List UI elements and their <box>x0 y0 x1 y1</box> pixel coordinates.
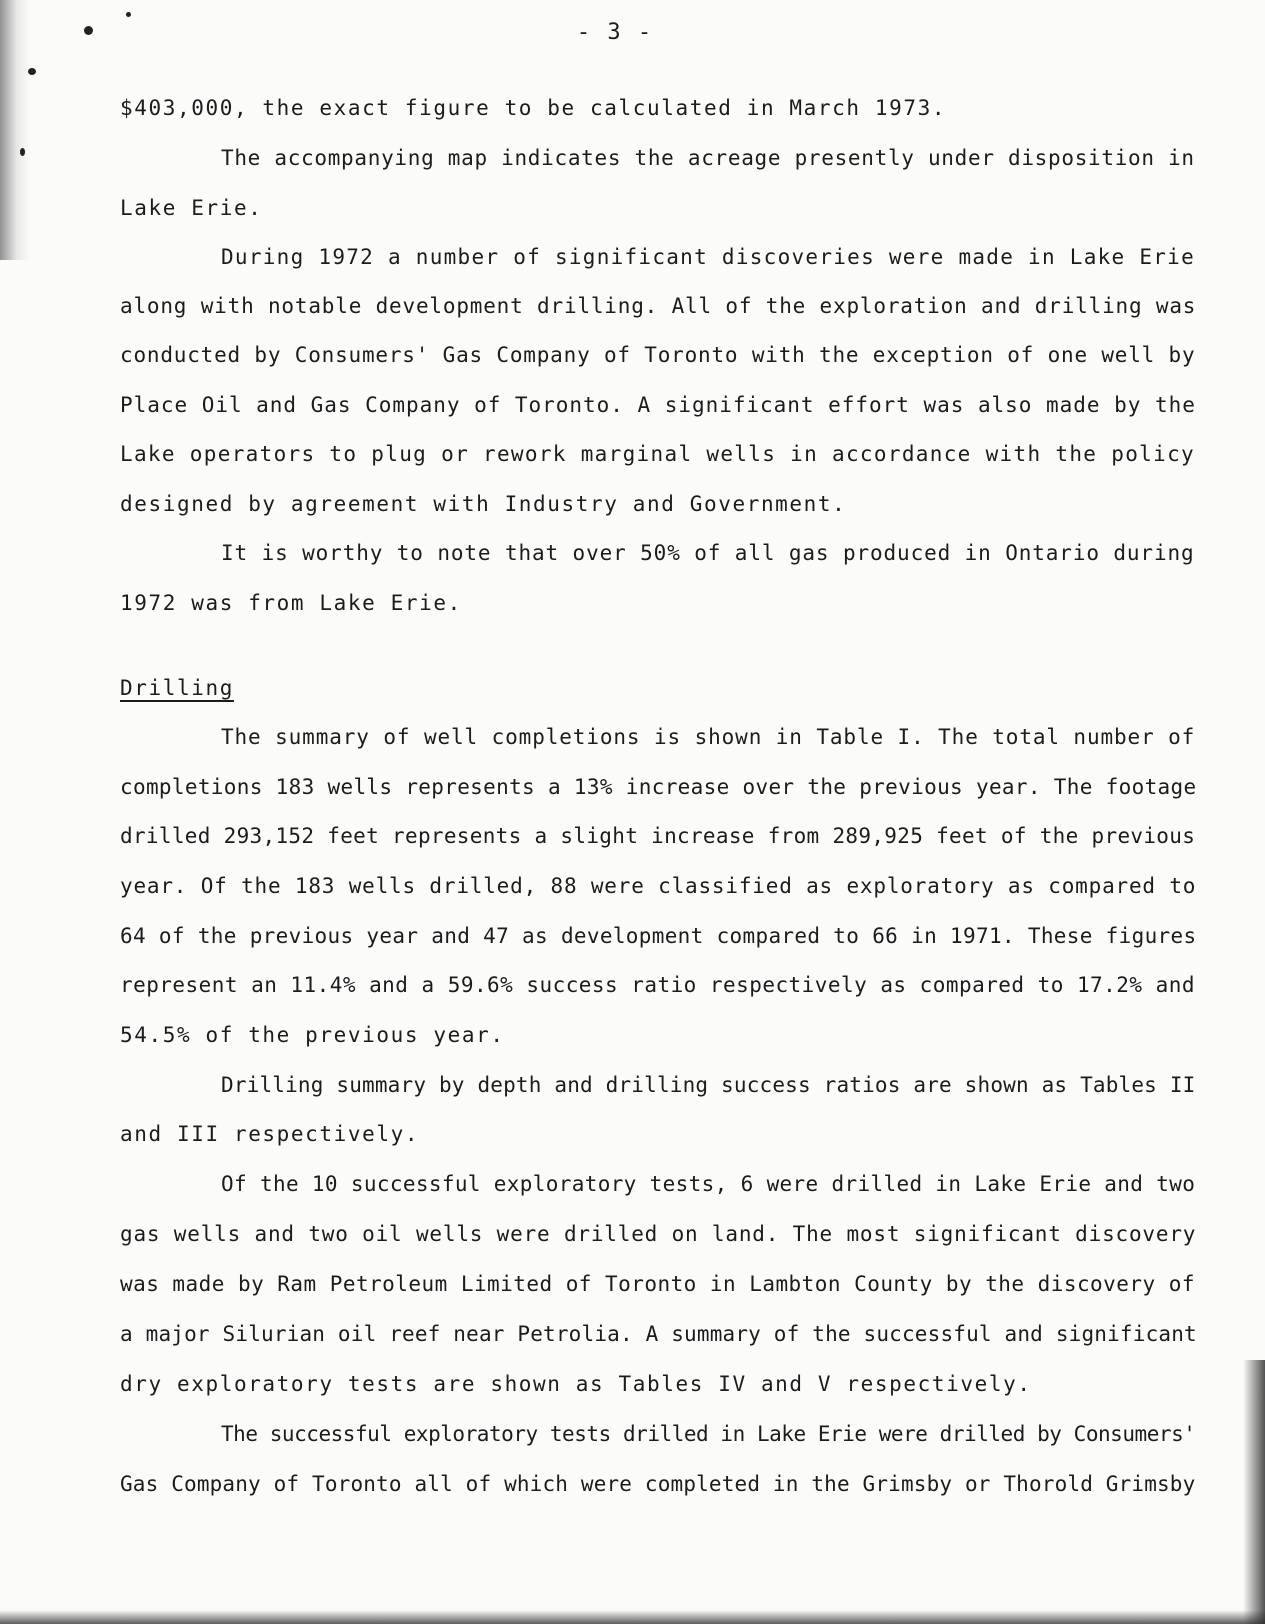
paragraph-line: The summary of well completions is shown in Table I. The total number of <box>221 725 1196 749</box>
paragraph-line: Lake operators to plug or rework marginal wells in accordance with the policy <box>120 442 1195 466</box>
paragraph-line: was made by Ram Petroleum Limited of Toronto in Lambton County by the discovery of <box>120 1272 1195 1296</box>
paragraph-line: conducted by Consumers' Gas Company of Toronto with the exception of one well by <box>120 343 1196 367</box>
scan-speck <box>28 68 36 75</box>
paragraph-line: a major Silurian oil reef near Petrolia. A summary of the successful and significant <box>120 1322 1197 1346</box>
paragraph-line: designed by agreement with Industry and Government. <box>120 492 847 516</box>
page-number: - 3 - <box>576 20 654 45</box>
section-heading-drilling: Drilling <box>120 676 234 700</box>
paragraph-line: The successful exploratory tests drilled in Lake Erie were drilled by Consumers' <box>221 1422 1196 1446</box>
paragraph-line: drilled 293,152 feet represents a slight increase from 289,925 feet of the previous <box>120 824 1196 848</box>
scan-speck <box>126 12 131 17</box>
scan-speck <box>20 148 25 156</box>
paragraph-line: gas wells and two oil wells were drilled on land. The most significant discovery <box>120 1222 1197 1246</box>
paragraph-line: Lake Erie. <box>120 196 263 220</box>
paragraph-line: represent an 11.4% and a 59.6% success ratio respectively as compared to 17.2% and <box>120 973 1195 997</box>
paragraph-line: year. Of the 183 wells drilled, 88 were classified as exploratory as compared to <box>120 874 1197 898</box>
paragraph-line: dry exploratory tests are shown as Tables IV and V respectively. <box>120 1372 1032 1396</box>
paragraph-line: Of the 10 successful exploratory tests, 6 were drilled in Lake Erie and two <box>221 1172 1196 1196</box>
paragraph-line: It is worthy to note that over 50% of all gas produced in Ontario during <box>221 541 1195 565</box>
paragraph-line: Gas Company of Toronto all of which were completed in the Grimsby or Thorold Grimsby <box>120 1472 1196 1496</box>
paragraph-line: During 1972 a number of significant discoveries were made in Lake Erie <box>221 245 1196 269</box>
paragraph-line: 1972 was from Lake Erie. <box>120 591 462 615</box>
paragraph-line: along with notable development drilling. All of the exploration and drilling was <box>120 294 1197 318</box>
scan-edge-shadow-bottom <box>0 1610 1265 1624</box>
paragraph-line: 54.5% of the previous year. <box>120 1023 505 1047</box>
paragraph-line: The accompanying map indicates the acreage presently under disposition in <box>221 146 1195 170</box>
paragraph-line: and III respectively. <box>120 1122 420 1146</box>
paragraph-line: $403,000, the exact figure to be calculated in March 1973. <box>120 96 947 120</box>
paragraph-line: Drilling summary by depth and drilling success ratios are shown as Tables II <box>221 1073 1196 1097</box>
scan-edge-shadow-right <box>1243 1360 1265 1624</box>
paragraph-line: 64 of the previous year and 47 as development compared to 66 in 1971. These figures <box>120 924 1197 948</box>
paragraph-line: completions 183 wells represents a 13% increase over the previous year. The footage <box>120 775 1197 799</box>
paragraph-line: Place Oil and Gas Company of Toronto. A significant effort was also made by the <box>120 393 1196 417</box>
